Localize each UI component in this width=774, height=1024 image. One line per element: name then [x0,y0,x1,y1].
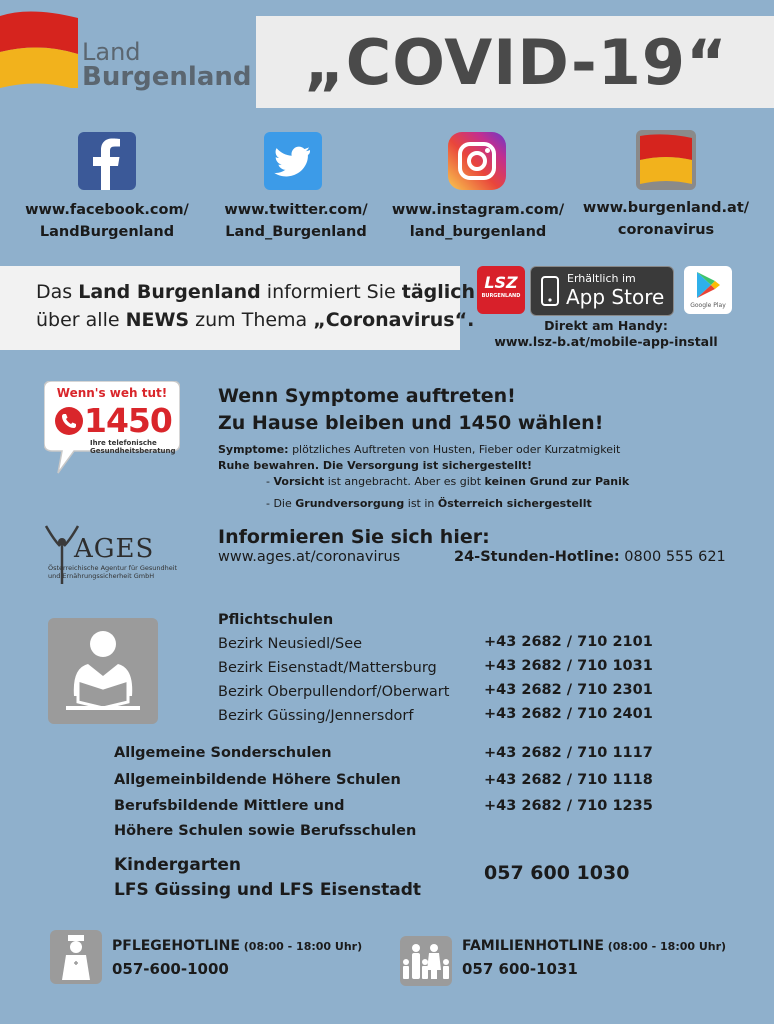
school-district-phone[interactable]: +43 2682 / 710 2301 [484,682,653,698]
facebook-line2[interactable]: LandBurgenland [39,224,175,240]
bullet-vorsicht: - Vorsicht ist angebracht. Aber es gibt keinen Grund zur Panik [266,475,630,488]
handy-info [486,318,726,350]
ages-hotline: 24-Stunden-Hotline: 0800 555 621 [454,549,726,565]
ages-logo [44,524,214,588]
symptom-heading-1: Wenn Symptome auftreten! [218,385,516,407]
info-line1: Das Land Burgenland informiert Sie täglich [36,281,476,303]
burgenland-line1[interactable]: www.burgenland.at/ [582,200,750,216]
appstore-small-text: Erhältlich im [567,272,636,285]
pflichtschulen-title: Pflichtschulen [218,612,334,628]
familienhotline-title: FAMILIENHOTLINE (08:00 - 18:00 Uhr) [462,938,727,954]
facebook-link[interactable] [17,199,197,243]
info-banner [0,266,476,350]
handy-link[interactable]: www.lsz-b.at/mobile-app-install [494,334,718,349]
title-banner [256,16,774,108]
school-type-name: Allgemeine Sonderschulen [114,745,332,761]
school-district-phone[interactable]: +43 2682 / 710 2101 [484,634,653,650]
hotline-1450-badge [44,381,180,477]
brand-line1: Land [82,38,141,66]
instagram-line1[interactable]: www.instagram.com/ [391,202,565,218]
school-district-name: Bezirk Güssing/Jennersdorf [218,708,414,724]
facebook-line1[interactable]: www.facebook.com/ [25,202,189,218]
reading-person-icon [48,618,158,724]
lsz-logo-sub: BURGENLAND [481,293,521,299]
symptom-text: Symptome: plötzliches Auftreten von Husten, Fieber oder Kurzatmigkeit [218,443,621,456]
nurse-icon [50,930,102,984]
info-text [36,278,475,334]
school-district-name: Bezirk Neusiedl/See [218,636,363,652]
school-district-name: Bezirk Eisenstadt/Mattersburg [218,660,437,676]
ages-heading: Informieren Sie sich hier: [218,526,490,548]
handy-line1: Direkt am Handy: [544,318,668,333]
twitter-line2[interactable]: Land_Burgenland [225,224,367,240]
instagram-link[interactable] [388,199,568,243]
brand-logo-text [82,40,251,90]
school-type-name: Berufsbildende Mittlere und [114,798,345,814]
school-district-phone[interactable]: +43 2682 / 710 1031 [484,658,653,674]
family-icon [400,936,452,986]
ages-link[interactable]: www.ages.at/coronavirus [218,549,401,565]
school-district-phone[interactable]: +43 2682 / 710 2401 [484,706,653,722]
school-type-phone[interactable]: +43 2682 / 710 1117 [484,745,653,761]
badge-subtitle: Ihre telefonische Gesundheitsberatung [90,439,176,455]
twitter-link[interactable] [206,199,386,243]
googleplay-button[interactable] [684,266,732,314]
kindergarten-line1: Kindergarten [114,855,241,875]
instagram-icon[interactable] [448,132,506,190]
calm-text: Ruhe bewahren. Die Versorgung ist sichergestellt! [218,459,533,472]
twitter-icon[interactable] [264,132,322,190]
bullet-grundversorgung: - Die Grundversorgung ist in Österreich sichergestellt [266,497,592,510]
ages-logo-text: AGES [74,534,155,564]
symptom-heading-2: Zu Hause bleiben und 1450 wählen! [218,412,604,434]
school-type-name-continued: Höhere Schulen sowie Berufsschulen [114,823,417,839]
facebook-icon[interactable] [78,132,136,190]
burgenland-line2[interactable]: coronavirus [617,222,715,238]
appstore-big-text: App Store [566,285,665,309]
brand-line2: Burgenland [82,62,252,92]
appstore-button[interactable] [530,266,674,316]
badge-number: 1450 [84,401,172,440]
kindergarten-phone[interactable]: 057 600 1030 [484,862,630,884]
smartphone-icon [541,276,559,306]
badge-top-text: Wenn's weh tut! [56,386,168,400]
googleplay-text: Google Play [690,302,726,309]
kindergarten-line2: LFS Güssing und LFS Eisenstadt [114,880,422,900]
phone-icon [54,406,84,436]
familienhotline-phone[interactable]: 057 600-1031 [462,960,578,978]
page-title: „COVID-19“ [304,26,728,99]
lsz-logo-text: LSZ [484,273,518,292]
school-district-name: Bezirk Oberpullendorf/Oberwart [218,684,450,700]
lsz-app-logo[interactable] [477,266,525,314]
kindergarten-label [114,853,421,903]
googleplay-icon [695,271,721,299]
pflegehotline-phone[interactable]: 057-600-1000 [112,960,229,978]
pflegehotline-title: PFLEGEHOTLINE (08:00 - 18:00 Uhr) [112,938,363,954]
school-type-name: Allgemeinbildende Höhere Schulen [114,772,401,788]
burgenland-link[interactable] [576,197,756,241]
ages-logo-subtitle: Österreichische Agentur für Gesundheit und Ernährungssicherheit GmbH [48,564,178,580]
school-type-phone[interactable]: +43 2682 / 710 1235 [484,798,653,814]
info-line2: über alle NEWS zum Thema „Coronavirus“. [36,309,475,331]
burgenland-flag-icon[interactable] [636,130,696,190]
burgenland-flag-logo [0,8,78,88]
twitter-line1[interactable]: www.twitter.com/ [224,202,368,218]
school-type-phone[interactable]: +43 2682 / 710 1118 [484,772,653,788]
instagram-line2[interactable]: land_burgenland [409,224,547,240]
